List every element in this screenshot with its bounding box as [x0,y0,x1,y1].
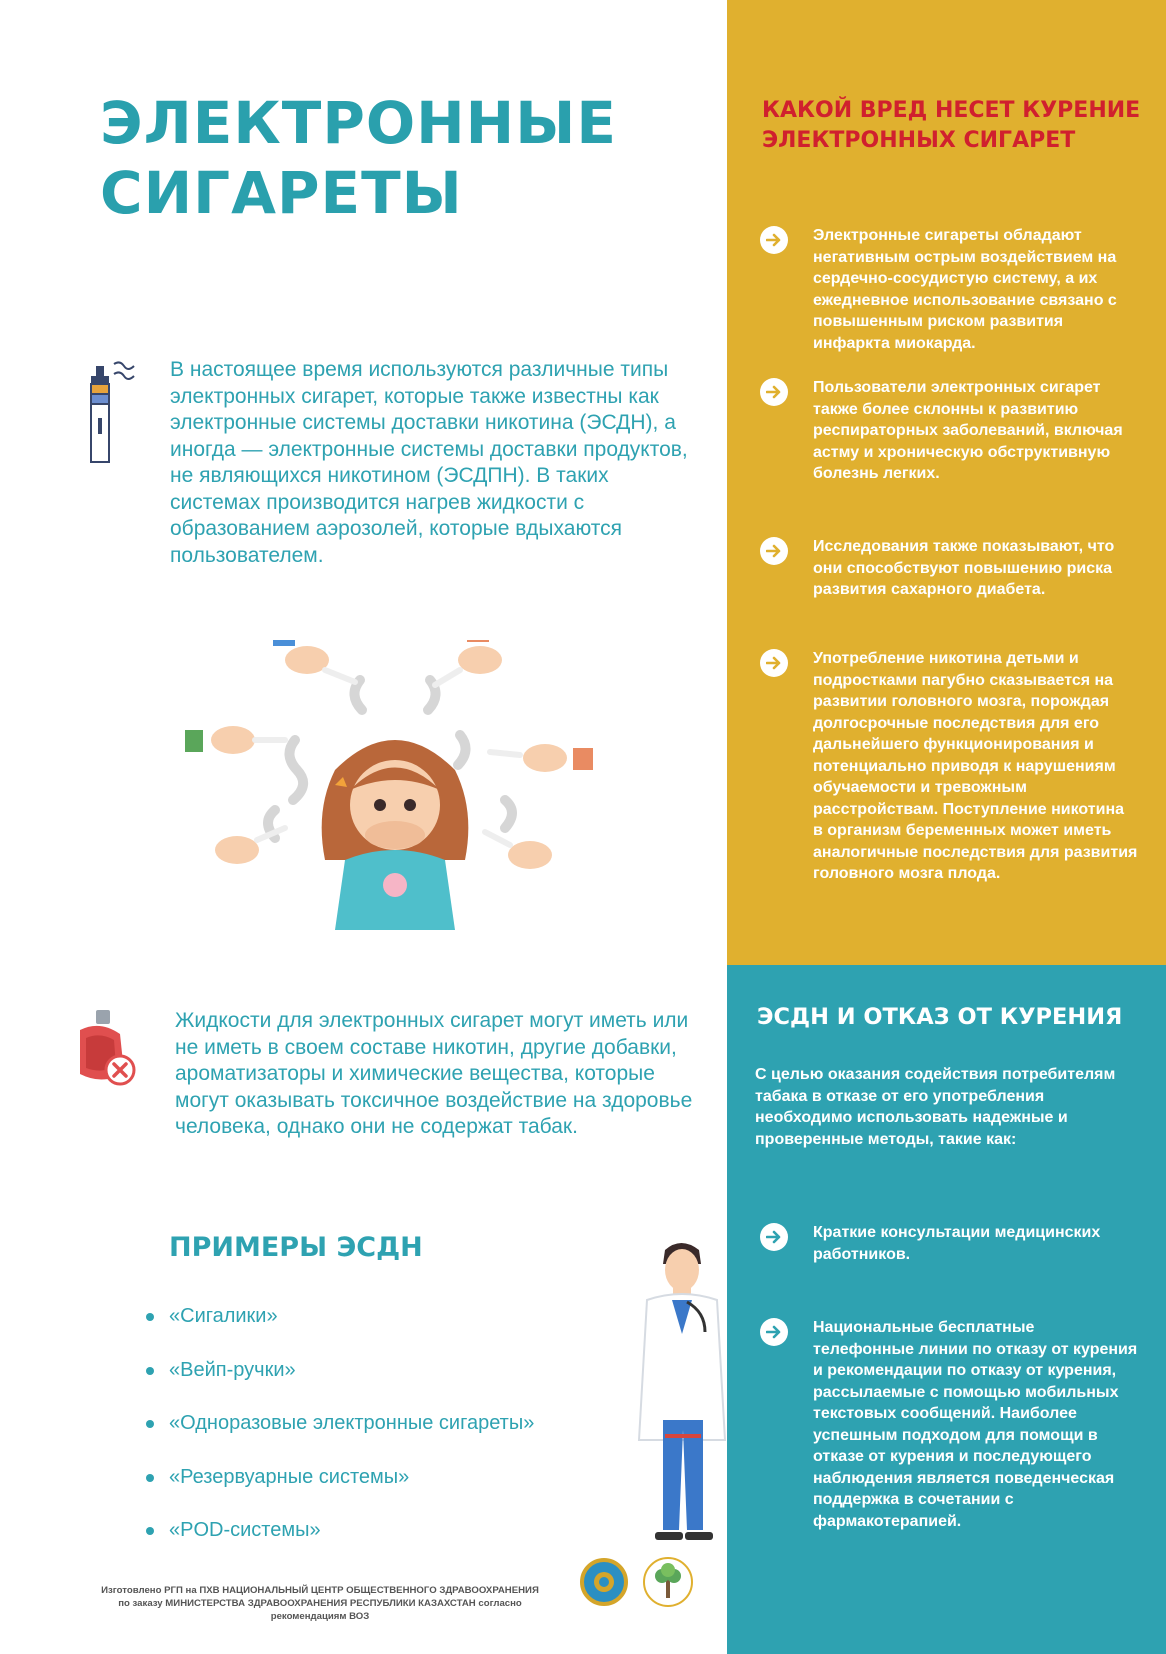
quit-point-text: Краткие консультации медицинских работников. [813,1224,1101,1263]
quit-intro-text: С целью оказания содействия потребителям табака в отказе от его употребления необходимо использовать надежные и проверенные методы, такие как: [755,1066,1116,1148]
harm-point-text: Электронные сигареты обладают негативным острым воздействием на сердечно-сосудистую систему, а их ежедневное использование связано с повышенным риском развития инфаркта миокарда. [813,227,1117,352]
harm-point [760,536,1138,601]
footer-line: по заказу МИНИСТЕРСТВА ЗДРАВООХРАНЕНИЯ РЕСПУБЛИКИ КАЗАХСТАН согласно [118,1598,522,1609]
vape-device-icon [86,358,138,466]
health-center-logo [642,1556,694,1608]
quit-point [760,1317,1138,1532]
footer-credits [40,1584,600,1623]
intro-paragraph: В настоящее время используются различные типы электронных сигарет, которые также известны как электронные системы доставки никотина (ЭСДН), а иногда — электронные системы доставки продуктов, не являющихся никотином (ЭСДПН). В таких системах производится нагрев жидкости с образованием аэрозолей, которые вдыхаются пользователем. [170,358,688,567]
examples-item: «Резервуарные системы» [146,1464,534,1518]
examples-item: «Одноразовые электронные сигареты» [146,1410,534,1464]
examples-item: «Вейп-ручки» [146,1357,534,1411]
harm-point-text: Исследования также показывают, что они способствуют повышению риска развития сахарного диабета. [813,538,1115,598]
liquids-paragraph: Жидкости для электронных сигарет могут иметь или не иметь в своем составе никотин, другие добавки, ароматизаторы и химические вещества, которые могут оказывать токсичное воздействие на здоровье человека, однако они не содержат табак. [175,1009,693,1138]
arrow-right-icon [760,226,788,254]
harm-point-text: Употребление никотина детьми и подростками пагубно сказывается на развитии головного мозга, порождая долгосрочные последствия для его дальнейшего функционирования и потенциально приводя к нарушениям обучаемости и тревожным расстройствам. Поступление никотина в организм беременных может иметь аналогичные последствия для развития головного мозга плода. [813,650,1138,882]
arrow-right-icon [760,378,788,406]
page-title [100,88,660,228]
examples-list [146,1303,534,1571]
examples-item: «Сигалики» [146,1303,534,1357]
arrow-right-icon [760,1223,788,1251]
harm-point-text: Пользователи электронных сигарет также более склонны к развитию респираторных заболеваний, включая астму и хроническую обструктивную болезнь легких. [813,379,1123,482]
footer-line: Изготовлено РГП на ПХВ НАЦИОНАЛЬНЫЙ ЦЕНТР ОБЩЕСТВЕННОГО ЗДРАВООХРАНЕНИЯ [101,1585,539,1596]
harm-point [760,225,1138,354]
e-liquid-bottle-icon [66,1008,142,1092]
kazakhstan-emblem-logo [580,1558,628,1606]
page-title-line1: ЭЛЕКТРОННЫЕ [100,89,617,157]
quit-point [760,1222,1138,1265]
quit-heading: ЭСДН И ОТКАЗ ОТ КУРЕНИЯ [757,1004,1123,1030]
arrow-right-icon [760,1318,788,1346]
examples-item: «POD-системы» [146,1517,534,1571]
examples-heading: ПРИМЕРЫ ЭСДН [169,1232,423,1263]
arrow-right-icon [760,537,788,565]
harm-point [760,377,1138,485]
quit-point-text: Национальные бесплатные телефонные линии по отказу от курения и рекомендации по отказу от курения, рассылаемые с помощью мобильных текстовых сообщений. Наиболее успешным подходом для помощи в отказе от курения и последующего наблюдения является поведенческая поддержка в сочетании с фармакотерапией. [813,1319,1138,1530]
harm-point [760,648,1138,885]
page-title-line2: СИГАРЕТЫ [100,159,463,227]
child-smoke-illustration [185,640,605,960]
footer-line: рекомендациям ВОЗ [270,1611,370,1622]
arrow-right-icon [760,649,788,677]
doctor-illustration [625,1240,735,1550]
harm-heading: КАКОЙ ВРЕД НЕСЕТ КУРЕНИЕ ЭЛЕКТРОННЫХ СИГАРЕТ [762,98,1141,153]
